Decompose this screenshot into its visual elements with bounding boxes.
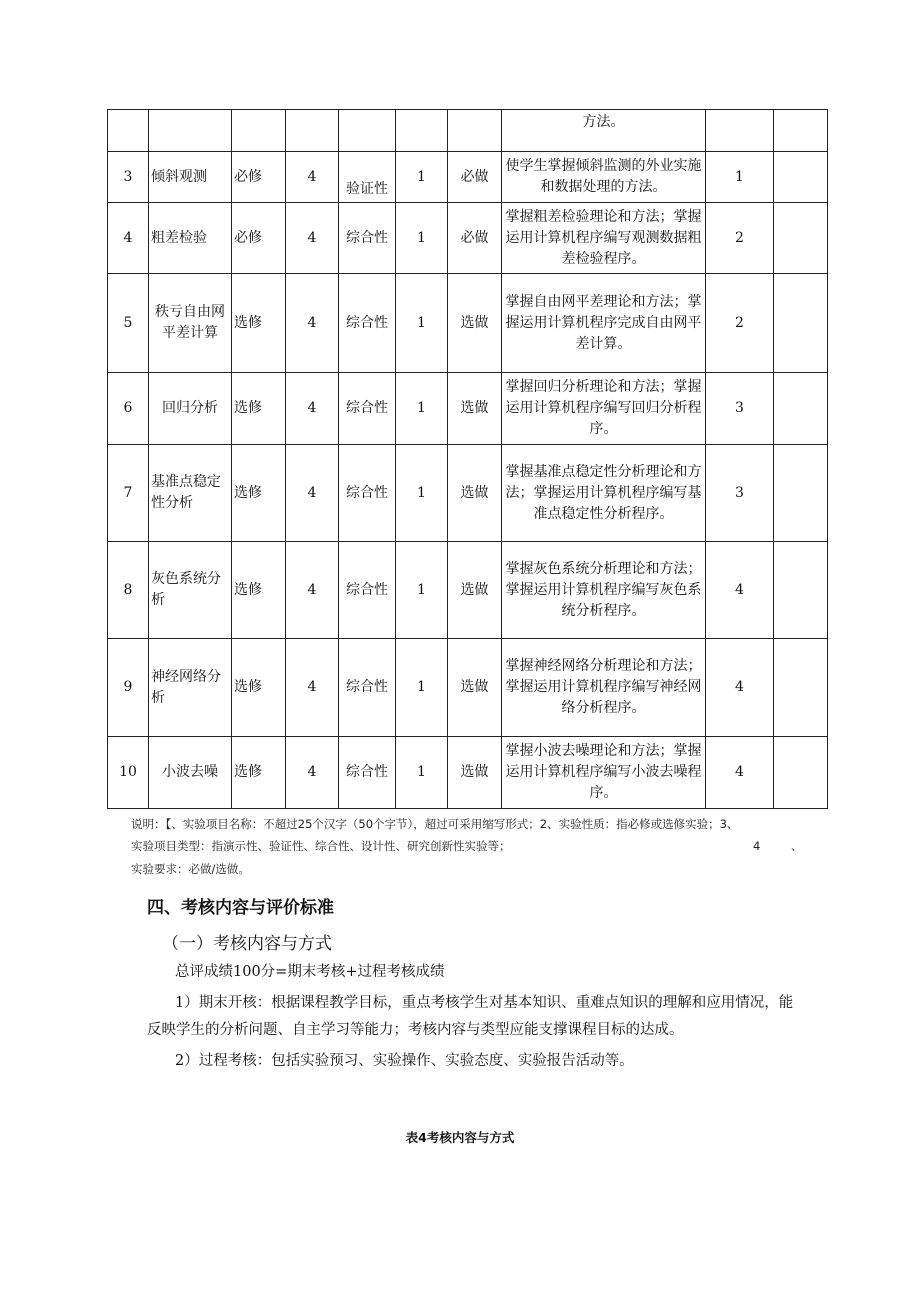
- cell-required: 选修: [232, 737, 286, 809]
- cell-type: 综合性: [339, 373, 396, 445]
- cell-hours: 4: [286, 152, 339, 203]
- cell-required: 选修: [232, 639, 286, 737]
- cell-group: 1: [396, 737, 448, 809]
- cell-target: 2: [706, 274, 774, 373]
- cell-remark: [774, 110, 828, 152]
- cell-target: 4: [706, 639, 774, 737]
- cell-no: [108, 110, 149, 152]
- cell-optional: 选做: [448, 639, 502, 737]
- cell-optional: 选做: [448, 373, 502, 445]
- cell-type: 综合性: [339, 737, 396, 809]
- cell-type: 综合性: [339, 542, 396, 639]
- cell-no: 9: [108, 639, 149, 737]
- cell-required: 选修: [232, 274, 286, 373]
- cell-type: 综合性: [339, 445, 396, 542]
- cell-optional: [448, 110, 502, 152]
- table-row: [108, 203, 828, 274]
- cell-optional: 必做: [448, 203, 502, 274]
- paragraph-final-exam-line-2: 反映学生的分析问题、自主学习等能力；考核内容与类型应能支撑课程目标的达成。: [147, 1022, 684, 1038]
- cell-optional: 选做: [448, 737, 502, 809]
- cell-target: 4: [706, 737, 774, 809]
- cell-name: 小波去噪: [149, 737, 232, 809]
- cell-hours: 4: [286, 274, 339, 373]
- cell-group: 1: [396, 639, 448, 737]
- cell-type: 综合性: [339, 639, 396, 737]
- cell-name: 灰色系统分析: [149, 542, 232, 639]
- cell-required: 选修: [232, 542, 286, 639]
- cell-no: 6: [108, 373, 149, 445]
- table-row: [108, 373, 828, 445]
- experiment-table: [107, 109, 828, 809]
- cell-target: 2: [706, 203, 774, 274]
- cell-remark: [774, 274, 828, 373]
- cell-description: 掌握粗差检验理论和方法；掌握运用计算机程序编写观测数据粗差检验程序。: [502, 203, 706, 274]
- cell-group: 1: [396, 373, 448, 445]
- cell-required: 必修: [232, 203, 286, 274]
- table-row: [108, 445, 828, 542]
- paragraph-process-assessment: 2）过程考核：包括实验预习、实验操作、实验态度、实验报告活动等。: [175, 1053, 634, 1069]
- cell-hours: 4: [286, 542, 339, 639]
- cell-required: 选修: [232, 445, 286, 542]
- cell-description: 掌握基准点稳定性分析理论和方法；掌握运用计算机程序编写基准点稳定性分析程序。: [502, 445, 706, 542]
- cell-description: 方法。: [502, 110, 706, 152]
- cell-target: 3: [706, 445, 774, 542]
- cell-description: 掌握回归分析理论和方法；掌握运用计算机程序编写回归分析程序。: [502, 373, 706, 445]
- cell-target: 4: [706, 542, 774, 639]
- section-subheading: （一）考核内容与方式: [162, 934, 332, 954]
- cell-name: 神经网络分析: [149, 639, 232, 737]
- cell-no: 4: [108, 203, 149, 274]
- cell-description: 掌握自由网平差理论和方法；掌握运用计算机程序完成自由网平差计算。: [502, 274, 706, 373]
- cell-name: [149, 110, 232, 152]
- cell-hours: 4: [286, 639, 339, 737]
- cell-optional: 选做: [448, 274, 502, 373]
- cell-type: 综合性: [339, 274, 396, 373]
- cell-group: [396, 110, 448, 152]
- cell-required: 选修: [232, 373, 286, 445]
- cell-optional: 选做: [448, 542, 502, 639]
- cell-description: 掌握小波去噪理论和方法；掌握运用计算机程序编写小波去噪程序。: [502, 737, 706, 809]
- table-note-mark: 、: [791, 839, 803, 853]
- table-row: [108, 639, 828, 737]
- table-row-continued: [108, 110, 828, 152]
- cell-hours: 4: [286, 373, 339, 445]
- cell-group: 1: [396, 542, 448, 639]
- cell-type: [339, 110, 396, 152]
- cell-name: 回归分析: [149, 373, 232, 445]
- cell-type: 综合性: [339, 203, 396, 274]
- cell-remark: [774, 373, 828, 445]
- cell-required: [232, 110, 286, 152]
- cell-remark: [774, 542, 828, 639]
- cell-hours: [286, 110, 339, 152]
- cell-no: 5: [108, 274, 149, 373]
- cell-remark: [774, 152, 828, 203]
- cell-target: 3: [706, 373, 774, 445]
- cell-group: 1: [396, 274, 448, 373]
- paragraph-final-exam-line-1: 1）期末开核：根据课程教学目标，重点考核学生对基本知识、重难点知识的理解和应用情况，能: [175, 995, 794, 1011]
- cell-description: 掌握神经网络分析理论和方法；掌握运用计算机程序编写神经网络分析程序。: [502, 639, 706, 737]
- table-note-line-2: [131, 835, 843, 857]
- cell-no: 10: [108, 737, 149, 809]
- cell-type: 验证性: [339, 152, 396, 203]
- table-row: [108, 274, 828, 373]
- cell-no: 3: [108, 152, 149, 203]
- cell-remark: [774, 203, 828, 274]
- table-note-line-1: 说明：【、实验项目名称：不超过25个汉字（50个字节），超过可采用缩写形式；2、实验性质：指必修或选修实验；3、: [131, 817, 739, 831]
- cell-remark: [774, 737, 828, 809]
- cell-target: [706, 110, 774, 152]
- paragraph-total-score: 总评成绩100分=期末考核+过程考核成绩: [175, 964, 445, 980]
- cell-group: 1: [396, 445, 448, 542]
- cell-remark: [774, 639, 828, 737]
- cell-optional: 选做: [448, 445, 502, 542]
- section-heading: 四、考核内容与评价标准: [147, 898, 334, 918]
- cell-required: 必修: [232, 152, 286, 203]
- cell-group: 1: [396, 203, 448, 274]
- cell-description: 使学生掌握倾斜监测的外业实施和数据处理的方法。: [502, 152, 706, 203]
- cell-target: 1: [706, 152, 774, 203]
- table-note-number: 4: [753, 839, 761, 853]
- table-row: [108, 542, 828, 639]
- cell-name: 倾斜观测: [149, 152, 232, 203]
- cell-description: 掌握灰色系统分析理论和方法；掌握运用计算机程序编写灰色系统分析程序。: [502, 542, 706, 639]
- cell-no: 7: [108, 445, 149, 542]
- cell-name: 粗差检验: [149, 203, 232, 274]
- cell-optional: 必做: [448, 152, 502, 203]
- cell-name: 基准点稳定性分析: [149, 445, 232, 542]
- table-caption: 表4考核内容与方式: [405, 1130, 515, 1145]
- table-row: [108, 737, 828, 809]
- cell-hours: 4: [286, 445, 339, 542]
- table-note-line-3: 实验要求：必做/选做。: [131, 862, 250, 876]
- cell-name: 秩亏自由网平差计算: [149, 274, 232, 373]
- table-row: [108, 152, 828, 203]
- table-note-text: 实验项目类型：指演示性、验证性、综合性、设计性、研究创新性实验等；: [131, 839, 511, 853]
- cell-hours: 4: [286, 203, 339, 274]
- cell-group: 1: [396, 152, 448, 203]
- cell-no: 8: [108, 542, 149, 639]
- cell-remark: [774, 445, 828, 542]
- cell-hours: 4: [286, 737, 339, 809]
